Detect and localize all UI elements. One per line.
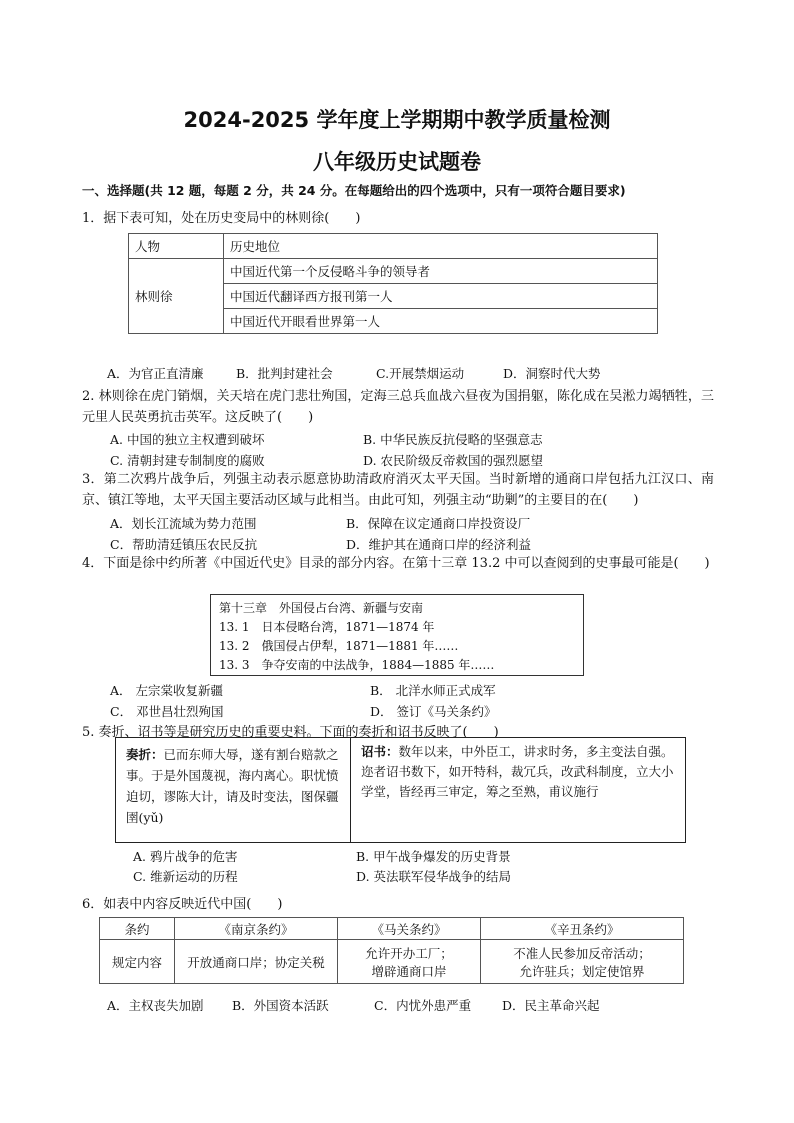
q6-cell-line: 允许驻兵；划定使馆界 (519, 963, 645, 979)
q4-option-a[interactable]: A． 左宗棠收复新疆 (110, 683, 224, 698)
q6-table-cell (481, 940, 684, 984)
q6-table-head: 《辛丑条约》 (481, 918, 684, 940)
q1-stem: 1．据下表可知，处在历史变局中的林则徐( ) (82, 211, 361, 226)
q4-toc-line: 13. 3 争夺安南的中法战争，1884—1885 年…… (219, 658, 495, 672)
exam-subtitle: 八年级历史试题卷 (313, 150, 481, 174)
q1-table-head-status: 历史地位 (224, 234, 658, 259)
q5-memorial-text: 已而东师大辱，遂有割台赔款之事。于是外国蔑视，海内离心。职忧愤迫切，谬陈大计，请及时变法，图保疆圉(yǔ) (126, 747, 339, 825)
q3-option-a[interactable]: A．划长江流域为势力范围 (110, 516, 257, 531)
q1-table-head-person: 人物 (129, 234, 224, 259)
q5-memorial (116, 738, 351, 842)
q4-toc-line: 13. 2 俄国侵占伊犁，1871—1881 年…… (219, 639, 459, 653)
q4-toc-line: 13. 1 日本侵略台湾，1871—1874 年 (219, 620, 435, 634)
q2-option-d[interactable]: D. 农民阶级反帝救国的强烈愿望 (363, 453, 544, 468)
q5-stem: 5. 奏折、诏书等是研究历史的重要史料。下面的奏折和诏书反映了( ) (82, 725, 499, 740)
q2-option-c[interactable]: C. 清朝封建专制制度的腐败 (110, 453, 265, 468)
q3-option-b[interactable]: B．保障在议定通商口岸投资设厂 (346, 516, 531, 531)
q6-cell-line: 增辟通商口岸 (371, 963, 447, 979)
q1-option-c[interactable]: C.开展禁烟运动 (376, 366, 465, 381)
section-heading: 一、选择题(共 12 题，每题 2 分，共 24 分。在每题给出的四个选项中，只有一项符合题目要求) (82, 183, 626, 198)
exam-title: 2024-2025 学年度上学期期中教学质量检测 (183, 108, 611, 132)
q4-stem: 4．下面是徐中约所著《中国近代史》目录的部分内容。在第十三章 13.2 中可以查阅到的史事最可能是( ) (82, 556, 710, 571)
q6-option-b[interactable]: B．外国资本活跃 (232, 998, 329, 1013)
q5-edict-label: 诏书： (361, 744, 399, 759)
q5-option-d[interactable]: D. 英法联军侵华战争的结局 (356, 869, 512, 884)
q6-stem: 6．如表中内容反映近代中国( ) (82, 897, 283, 912)
q2-option-b[interactable]: B. 中华民族反抗侵略的坚强意志 (363, 432, 543, 447)
q6-table-cell (338, 940, 481, 984)
q6-option-c[interactable]: C．内忧外患严重 (374, 998, 472, 1013)
q5-option-b[interactable]: B. 甲午战争爆发的历史背景 (356, 849, 511, 864)
q1-table-row: 中国近代翻译西方报刊第一人 (224, 284, 658, 309)
q6-cell-line: 开放通商口岸；协定关税 (187, 954, 325, 970)
q4-toc-box (210, 594, 584, 676)
q6-table (99, 917, 684, 984)
q1-option-a[interactable]: A．为官正直清廉 (107, 366, 204, 381)
q1-table-person: 林则徐 (129, 259, 224, 334)
q3-option-c[interactable]: C．帮助清廷镇压农民反抗 (110, 537, 258, 552)
q6-option-a[interactable]: A．主权丧失加剧 (107, 998, 204, 1013)
q4-toc-line: 第十三章 外国侵占台湾、新疆与安南 (219, 601, 424, 615)
q6-table-head: 条约 (100, 918, 175, 940)
q6-option-d[interactable]: D．民主革命兴起 (502, 998, 600, 1013)
q1-option-d[interactable]: D．洞察时代大势 (503, 366, 601, 381)
q2-stem: 2. 林则徐在虎门销烟，关天培在虎门悲壮殉国，定海三总兵血战六昼夜为国捐躯，陈化成在吴淞力竭牺牲，三元里人民英勇抗击英军。这反映了( ) (82, 389, 714, 425)
q2-option-a[interactable]: A. 中国的独立主权遭到破坏 (110, 432, 265, 447)
q5-memorial-label: 奏折： (126, 747, 164, 762)
q1-table (128, 233, 658, 334)
q1-table-row: 中国近代第一个反侵略斗争的领导者 (224, 259, 658, 284)
q5-source-box (115, 737, 686, 843)
q5-edict-text: 数年以来，中外臣工，讲求时务，多主变法自强。迩者诏书数下，如开特科，裁冗兵，改武科制度，立大小学堂，皆经再三审定，筹之至熟，甫议施行 (361, 744, 674, 799)
q6-table-row-label: 规定内容 (100, 940, 175, 984)
q3-stem: 3．第二次鸦片战争后，列强主动表示愿意协助清政府消灭太平天国。当时新增的通商口岸包括九江汉口、南京、镇江等地，太平天国主要活动区域与此相当。由此可知，列强主动“助剿”的主要目的在( ) (82, 472, 714, 508)
q1-table-row: 中国近代开眼看世界第一人 (224, 309, 658, 334)
q6-table-head: 《马关条约》 (338, 918, 481, 940)
q5-edict (351, 738, 684, 842)
q6-table-cell (175, 940, 338, 984)
q4-option-d[interactable]: D． 签订《马关条约》 (370, 704, 497, 719)
q6-table-head: 《南京条约》 (175, 918, 338, 940)
q6-cell-line: 允许开办工厂； (365, 945, 453, 961)
q4-option-b[interactable]: B． 北洋水师正式成军 (370, 683, 496, 698)
q6-cell-line: 不准人民参加反帝活动； (513, 945, 651, 961)
q5-option-c[interactable]: C. 维新运动的历程 (133, 869, 238, 884)
q5-option-a[interactable]: A. 鸦片战争的危害 (133, 849, 238, 864)
q4-option-c[interactable]: C． 邓世昌壮烈殉国 (110, 704, 224, 719)
q1-option-b[interactable]: B．批判封建社会 (236, 366, 333, 381)
q3-option-d[interactable]: D．维护其在通商口岸的经济利益 (346, 537, 532, 552)
